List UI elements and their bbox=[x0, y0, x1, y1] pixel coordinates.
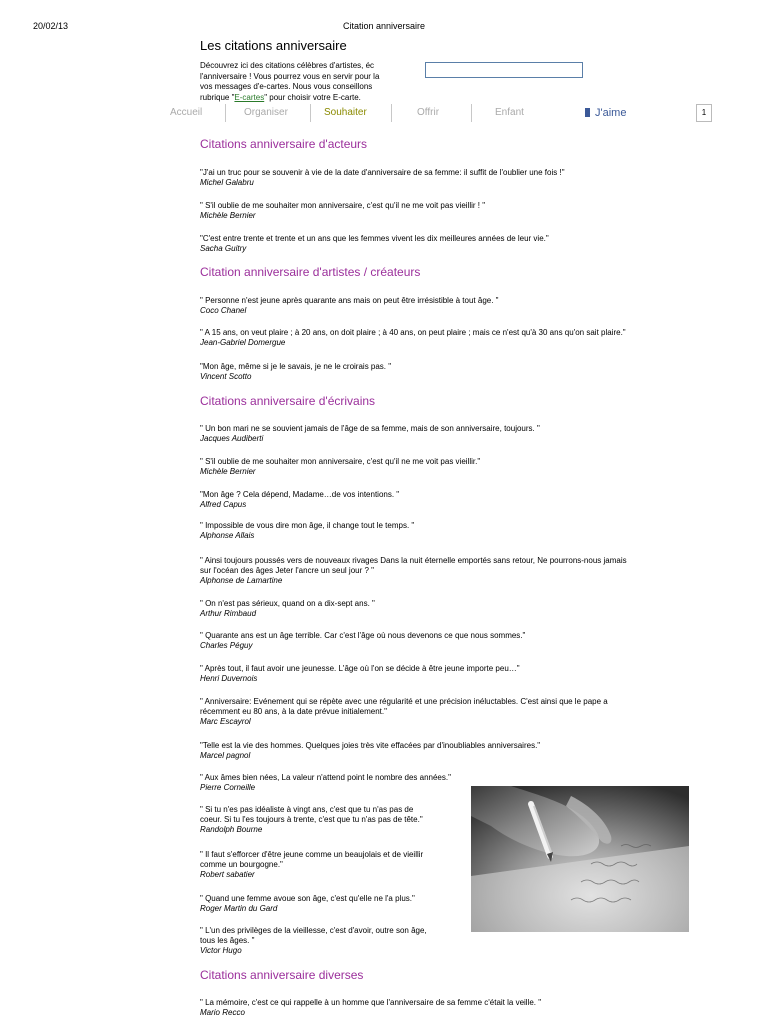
quote-author: Robert sabatier bbox=[200, 870, 255, 879]
quote-author: Marc Escayrol bbox=[200, 717, 251, 726]
quote-author: Henri Duvernois bbox=[200, 674, 258, 683]
quote-item bbox=[200, 457, 480, 477]
quote-item bbox=[200, 664, 520, 684]
quote-author: Michel Galabru bbox=[200, 178, 254, 187]
quote-item bbox=[200, 926, 462, 956]
quote-text: "C'est entre trente et trente et un ans que les femmes vivent les dix meilleures années de leur vie." bbox=[200, 234, 549, 243]
quote-text: " Il faut s'efforcer d'être jeune comme un beaujolais et de vieillir bbox=[200, 850, 424, 859]
intro-line: l'anniversaire ! Vous pourrez vous en servir pour la bbox=[200, 71, 380, 81]
quote-text: " A 15 ans, on veut plaire ; à 20 ans, on doit plaire ; à 40 ans, on peut plaire ; mais ce n'est qu'à 30 ans qu'on sait plaire." bbox=[200, 328, 626, 337]
quote-author: Charles Péguy bbox=[200, 641, 253, 650]
quote-text: " Un bon mari ne se souvient jamais de l'âge de sa femme, mais de son anniversaire, toujours. " bbox=[200, 424, 540, 433]
quote-text: "J'ai un truc pour se souvenir à vie de la date d'anniversaire de sa femme: il suffit de l'oublier une fois !" bbox=[200, 168, 565, 177]
section-title-acteurs: Citations anniversaire d'acteurs bbox=[200, 137, 368, 151]
quote-text: " Impossible de vous dire mon âge, il change tout le temps. " bbox=[200, 521, 415, 530]
quote-author: Alphonse de Lamartine bbox=[200, 576, 283, 585]
quote-item bbox=[200, 556, 692, 586]
quote-item bbox=[200, 697, 692, 727]
quote-item bbox=[200, 741, 540, 761]
facebook-like-button[interactable] bbox=[585, 107, 626, 119]
quote-item bbox=[200, 328, 626, 348]
quote-author: Pierre Corneille bbox=[200, 783, 256, 792]
quote-text: "Mon âge, même si je le savais, je ne le croirais pas. " bbox=[200, 362, 392, 371]
quote-item bbox=[200, 234, 549, 254]
print-date: 20/02/13 bbox=[33, 21, 69, 31]
quote-text: " Après tout, il faut avoir une jeunesse. L'âge où l'on se décide à être jeune importe peu…" bbox=[200, 664, 520, 673]
quote-item bbox=[200, 998, 541, 1018]
quote-item bbox=[200, 168, 565, 188]
quote-text-line2: tous les âges. " bbox=[200, 936, 255, 945]
quote-author: Michèle Bernier bbox=[200, 211, 256, 220]
nav-separator bbox=[471, 104, 472, 122]
quote-text: " La mémoire, c'est ce qui rappelle à un homme que l'anniversaire de sa femme c'était la veille. " bbox=[200, 998, 542, 1007]
quote-author: Sacha Guitry bbox=[200, 244, 247, 253]
quote-text: " L'un des privilèges de la vieillesse, c'est d'avoir, outre son âge, bbox=[200, 926, 427, 935]
intro-text bbox=[200, 61, 406, 103]
intro-line: Découvrez ici des citations célèbres d'artistes, éc bbox=[200, 61, 375, 70]
nav-item-enfant[interactable]: Enfant bbox=[495, 107, 524, 118]
quote-text: " Quarante ans est un âge terrible. Car c'est l'âge où nous devenons ce que nous sommes." bbox=[200, 631, 526, 640]
intro-line bbox=[200, 93, 406, 104]
quote-item bbox=[200, 362, 391, 382]
quote-author: Alfred Capus bbox=[200, 500, 247, 509]
quote-item bbox=[200, 424, 540, 444]
quote-author: Jacques Audiberti bbox=[200, 434, 264, 443]
quote-text-line2: comme un bourgogne." bbox=[200, 860, 283, 869]
intro-text-fragment: " pour choisir votre E-carte. bbox=[264, 92, 361, 102]
quote-item bbox=[200, 631, 525, 651]
e-cartes-link[interactable]: E-cartes bbox=[234, 92, 265, 102]
quote-text-line2: coeur. Si tu l'es toujours à trente, c'est que tu n'as pas de tête." bbox=[200, 815, 423, 824]
quote-text-line2: sur l'océan des âges Jeter l'ancre un seul jour ? " bbox=[200, 566, 374, 575]
section-title-artistes: Citation anniversaire d'artistes / créateurs bbox=[200, 265, 421, 279]
quote-author: Alphonse Allais bbox=[200, 531, 255, 540]
like-count: 1 bbox=[696, 104, 712, 122]
like-label: J'aime bbox=[595, 107, 627, 119]
print-page-title: Citation anniversaire bbox=[342, 21, 426, 31]
site-title: Les citations anniversaire bbox=[200, 38, 347, 53]
quote-author: Arthur Rimbaud bbox=[200, 609, 257, 618]
quote-author: Michèle Bernier bbox=[200, 467, 256, 476]
nav-separator bbox=[310, 104, 311, 122]
quote-author: Roger Martin du Gard bbox=[200, 904, 278, 913]
nav-item-accueil[interactable]: Accueil bbox=[170, 107, 203, 118]
quote-author: Vincent Scotto bbox=[200, 372, 252, 381]
quote-text: " Ainsi toujours poussés vers de nouveaux rivages Dans la nuit éternelle emportés sans retour, Ne pourrons-nous jamais bbox=[200, 556, 627, 565]
quote-item bbox=[200, 296, 499, 316]
nav-separator bbox=[225, 104, 226, 122]
quote-item bbox=[200, 894, 415, 914]
nav-separator bbox=[391, 104, 392, 122]
nav-item-organiser[interactable]: Organiser bbox=[244, 107, 288, 118]
quote-item bbox=[200, 599, 375, 619]
facebook-icon bbox=[585, 108, 590, 117]
intro-line: vos messages d'e-cartes. Nous vous conseillons bbox=[200, 82, 373, 91]
quote-text: "Mon âge ? Cela dépend, Madame…de vos intentions. " bbox=[200, 490, 400, 499]
quote-author: Marcel pagnol bbox=[200, 751, 251, 760]
quote-author: Coco Chanel bbox=[200, 306, 247, 315]
quote-author: Victor Hugo bbox=[200, 946, 242, 955]
quote-author: Jean-Gabriel Domergue bbox=[200, 338, 286, 347]
quote-text-line2: récemment eu 80 ans, à la date prévue initialement." bbox=[200, 707, 387, 716]
quote-text: " S'il oublie de me souhaiter mon anniversaire, c'est qu'il ne me voit pas vieillir." bbox=[200, 457, 481, 466]
quote-text: " Anniversaire: Evénement qui se répète avec une régularité et une précision inéluctables. C'est ainsi que le pape a bbox=[200, 697, 608, 706]
nav-item-souhaiter[interactable]: Souhaiter bbox=[324, 107, 367, 118]
quote-text: " Quand une femme avoue son âge, c'est qu'elle ne l'a plus." bbox=[200, 894, 415, 903]
quote-item bbox=[200, 773, 451, 793]
intro-text-fragment: rubrique " bbox=[200, 92, 235, 102]
quote-item bbox=[200, 521, 414, 541]
quote-author: Mario Recco bbox=[200, 1008, 245, 1017]
quote-text: " Aux âmes bien nées, La valeur n'attend point le nombre des années." bbox=[200, 773, 451, 782]
quote-text: " Si tu n'es pas idéaliste à vingt ans, c'est que tu n'as pas de bbox=[200, 805, 414, 814]
quote-item bbox=[200, 201, 485, 221]
section-title-diverses: Citations anniversaire diverses bbox=[200, 968, 364, 982]
search-input[interactable] bbox=[425, 62, 583, 78]
quote-author: Randolph Bourne bbox=[200, 825, 263, 834]
writing-hand-photo bbox=[471, 786, 689, 932]
quote-text: "Telle est la vie des hommes. Quelques joies très vite effacées par d'inoubliables anniversaires." bbox=[200, 741, 541, 750]
quote-text: " Personne n'est jeune après quarante ans mais on peut être irrésistible à tout âge. " bbox=[200, 296, 499, 305]
quote-text: " On n'est pas sérieux, quand on a dix-sept ans. " bbox=[200, 599, 375, 608]
nav-item-offrir[interactable]: Offrir bbox=[417, 107, 440, 118]
quote-item bbox=[200, 805, 462, 835]
quote-item bbox=[200, 490, 399, 510]
section-title-ecrivains: Citations anniversaire d'écrivains bbox=[200, 394, 376, 408]
quote-item bbox=[200, 850, 462, 880]
quote-text: " S'il oublie de me souhaiter mon anniversaire, c'est qu'il ne me voit pas vieillir ! " bbox=[200, 201, 486, 210]
